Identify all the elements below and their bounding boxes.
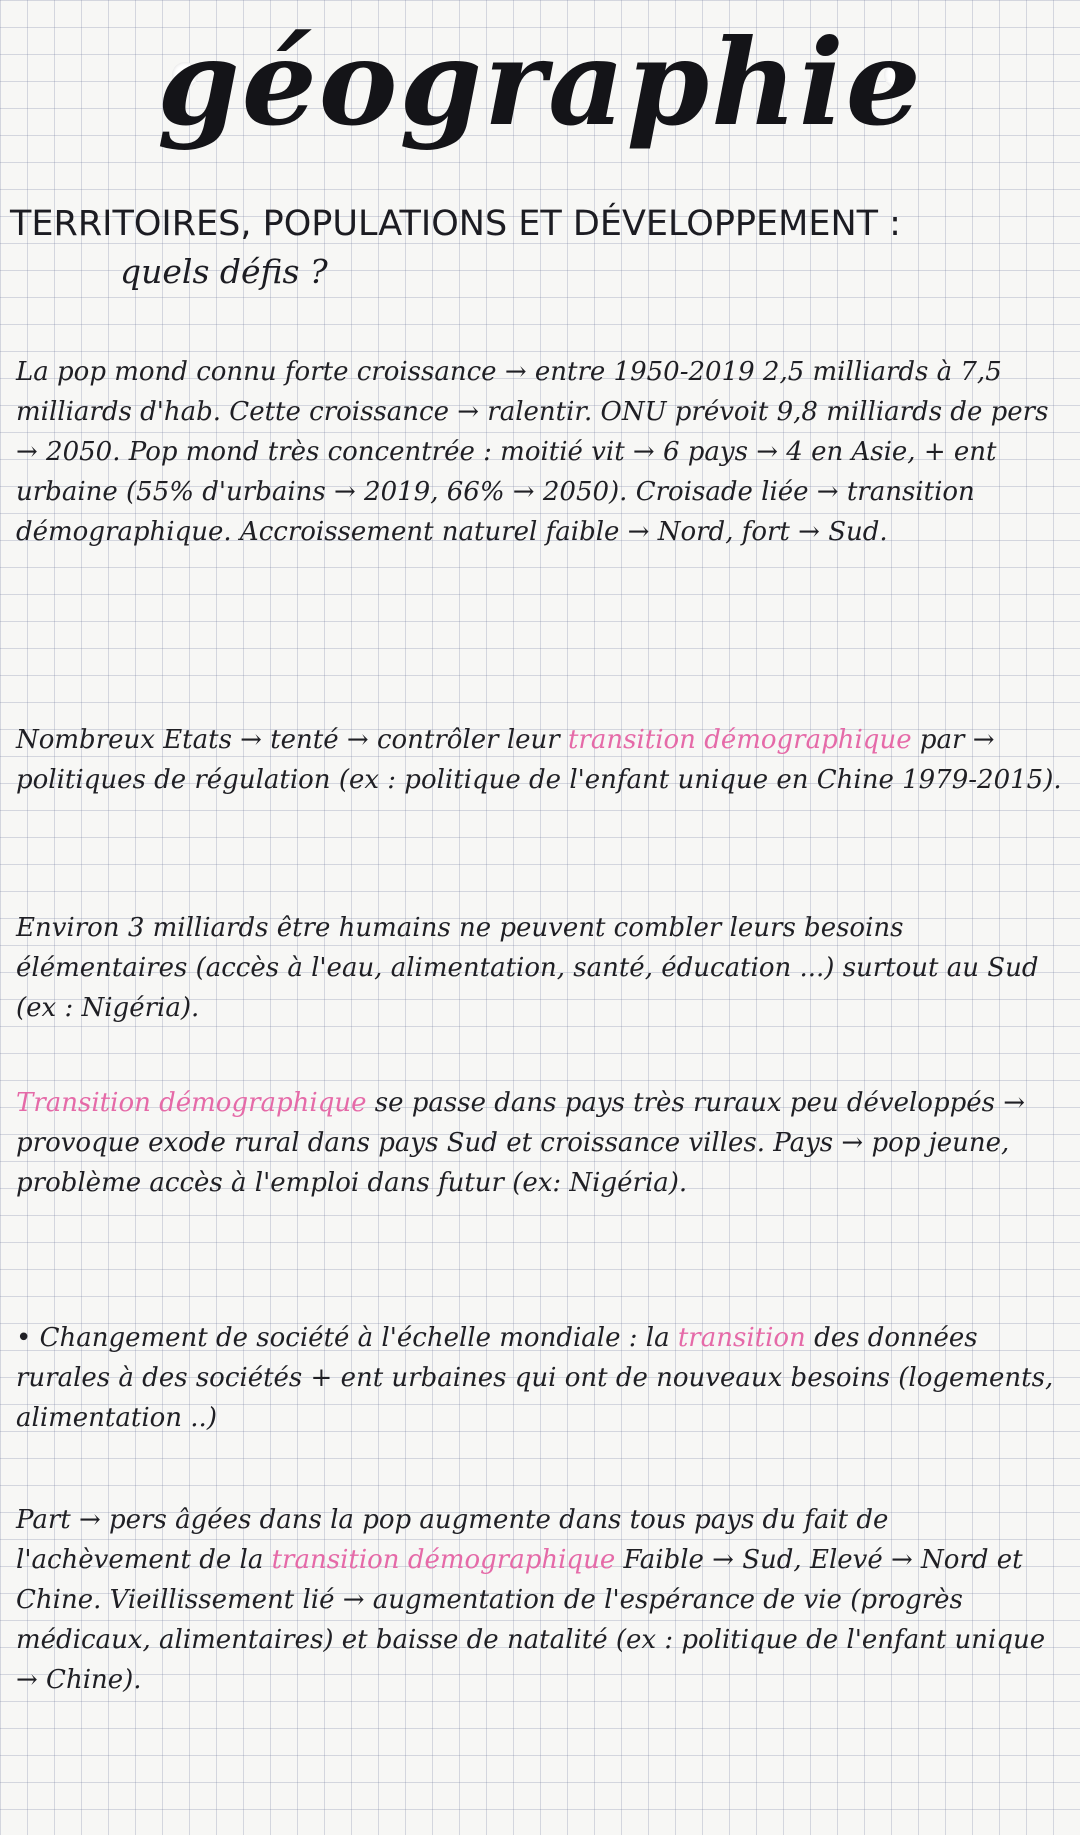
page-title: géographie bbox=[157, 13, 923, 152]
paragraph-text: • Changement de société à l'échelle mondiale : la bbox=[16, 1323, 678, 1353]
paragraph-basic-needs: Environ 3 milliards être humains ne peuvent combler leurs besoins élémentaires (accès à l'eau, alimentation, santé, éducation ...) surtout au Sud (ex : Nigéria). bbox=[16, 913, 1039, 1023]
paragraph-text: Faible → Sud, Elevé → Nord et Chine. Vieillissement lié → augmentation de l'espérance de vie (progrès médicaux, alimentaires) et baisse de natalité (ex : politique de l'enfant unique → Chine). bbox=[16, 1545, 1046, 1695]
paragraph-text: des données rurales à des sociétés + ent urbaines qui ont de nouveaux besoins (logements, alimentation ..) bbox=[16, 1323, 1054, 1433]
paragraph-society-change bbox=[16, 1318, 1066, 1438]
paragraph-text: Nombreux Etats → tenté → contrôler leur bbox=[16, 725, 568, 755]
chapter-heading-line2: quels défis ? bbox=[120, 252, 328, 291]
highlighted-term: transition démographique bbox=[271, 1545, 616, 1575]
highlighted-term: Transition démographique bbox=[16, 1088, 367, 1118]
chapter-heading-line1: TERRITOIRES, POPULATIONS ET DÉVELOPPEMENT : bbox=[10, 204, 901, 244]
paragraph-text: Part → pers âgées dans la pop augmente dans tous pays du fait de l'achèvement de la bbox=[16, 1505, 889, 1575]
chapter-heading bbox=[10, 200, 1070, 296]
highlighted-term: transition démographique bbox=[567, 725, 912, 755]
paragraph-regulation-policies bbox=[16, 720, 1066, 800]
highlighted-term: transition bbox=[677, 1323, 806, 1353]
paragraph-text: se passe dans pays très ruraux peu développés → provoque exode rural dans pays Sud et croissance villes. Pays → pop jeune, problème accès à l'emploi dans futur (ex: Nigéria). bbox=[16, 1088, 1026, 1198]
paragraph-aging-population bbox=[16, 1500, 1066, 1700]
paragraph-text: par → politiques de régulation (ex : politique de l'enfant unique en Chine 1979-2015). bbox=[16, 725, 1062, 795]
paragraph-population-growth: La pop mond connu forte croissance → entre 1950-2019 2,5 milliards à 7,5 milliards d'hab. Cette croissance → ralentir. ONU prévoit 9,8 milliards de pers → 2050. Pop mond très concentrée : moitié vit → 6 pays → 4 en Asie, + ent urbaine (55% d'urbains → 2019, 66% → 2050). Croisade liée → transition démographique. Accroissement naturel faible → Nord, fort → Sud. bbox=[16, 357, 1049, 547]
paragraph-rural-exodus bbox=[16, 1083, 1066, 1203]
